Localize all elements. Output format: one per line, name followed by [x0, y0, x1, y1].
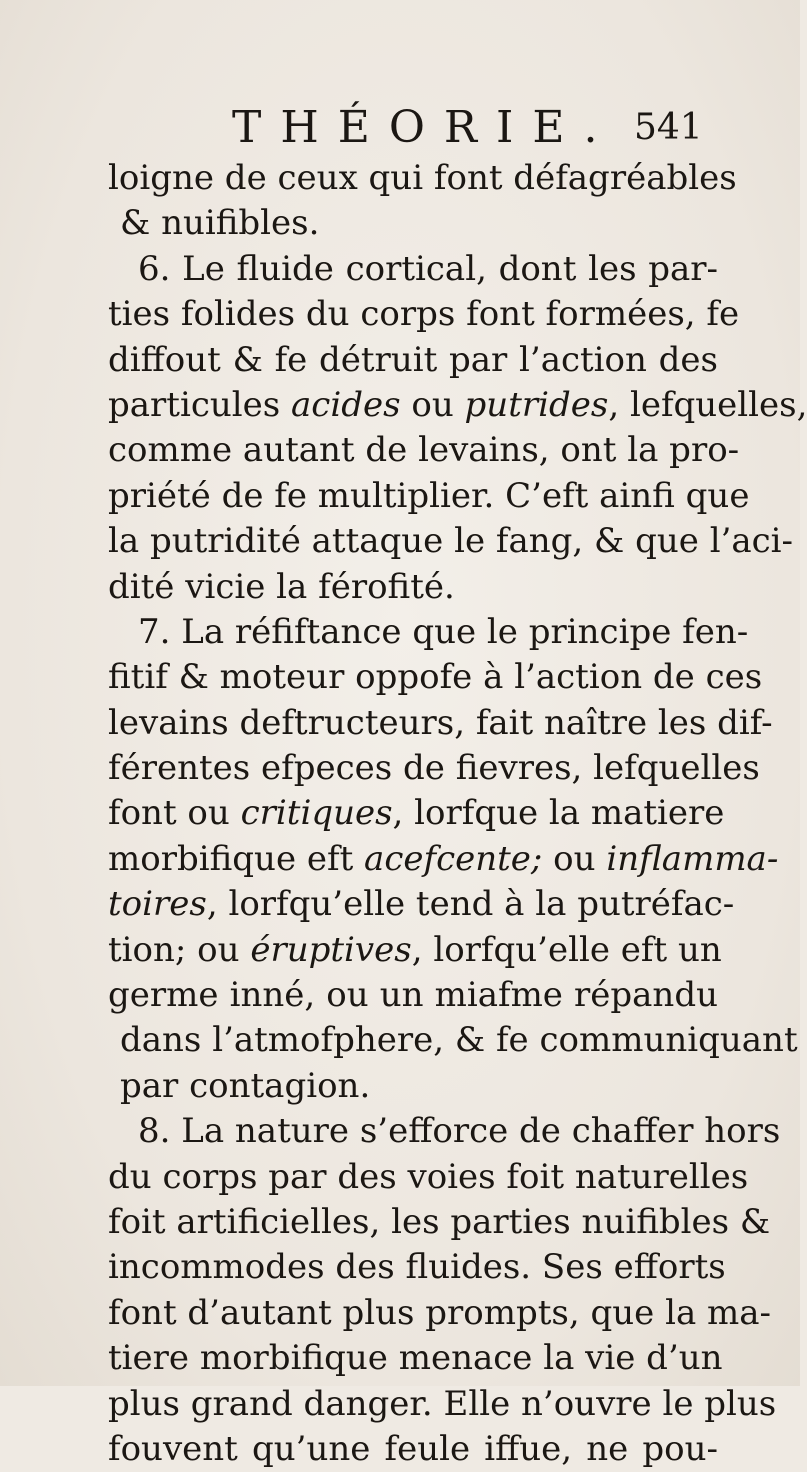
text-line [108, 973, 718, 1018]
text-line [108, 1200, 771, 1245]
text-line [108, 610, 749, 655]
text-line [108, 837, 779, 882]
page-header [0, 98, 800, 158]
italic-term: critiques [240, 793, 393, 834]
text-run: levains deftructeurs, fait naître les dif- [108, 702, 773, 743]
text-run: dité vicie la férofité. [108, 566, 455, 607]
text-run: , lorfqu’elle tend à la putréfac- [206, 884, 735, 925]
text-line [108, 519, 794, 564]
text-line [108, 383, 807, 428]
text-run: 8. La nature s’efforce de chaffer hors [138, 1111, 781, 1152]
text-run: tiere morbifique menace la vie d’un [108, 1338, 723, 1379]
text-line [108, 1064, 718, 1109]
text-run: diffout & fe détruit par l’action des [108, 339, 718, 380]
text-run: & nuifibles. [120, 203, 320, 244]
italic-term: toires [108, 884, 207, 925]
italic-term: acides [291, 384, 401, 425]
text-line [108, 1427, 718, 1472]
text-line [108, 1018, 798, 1063]
text-line [108, 292, 740, 337]
text-run: priété de fe multiplier. C’eft ainfi que [108, 475, 750, 516]
text-line [108, 247, 718, 292]
text-run: , lorfque la matiere [392, 793, 725, 834]
text-run: ties folides du corps font formées, fe [108, 294, 740, 335]
text-line [108, 701, 773, 746]
text-line [108, 565, 718, 610]
text-line [108, 928, 722, 973]
text-run: ou [542, 838, 607, 879]
text-run: font ou [108, 793, 241, 834]
text-line [108, 1336, 723, 1381]
text-run: du corps par des voies foit naturelles [108, 1156, 749, 1197]
italic-term: éruptives [250, 929, 412, 970]
text-line [108, 428, 740, 473]
text-run: fitif & moteur oppofe à l’action de ces [108, 657, 763, 698]
text-line [108, 1245, 726, 1290]
text-run: , lefquelles, [608, 384, 807, 425]
running-title: THÉORIE. [232, 102, 617, 153]
text-run: comme autant de levains, ont la pro- [108, 430, 740, 471]
text-run: morbifique eft [108, 838, 365, 879]
text-line [108, 1382, 777, 1427]
page-number: 541 [634, 107, 703, 148]
text-line [108, 1109, 781, 1154]
text-run: font d’autant plus prompts, que la ma- [108, 1292, 772, 1333]
text-run: plus grand danger. Elle n’ouvre le plus [108, 1383, 777, 1424]
text-line [108, 201, 718, 246]
body-text [108, 156, 807, 1472]
text-run: fouvent qu’une feule iffue, ne pou- [108, 1428, 718, 1469]
italic-term: inflamma- [606, 838, 779, 879]
text-line [108, 791, 725, 836]
text-line [108, 1291, 772, 1336]
text-line [108, 338, 718, 383]
text-run: la putridité attaque le fang, & que l’aci- [108, 521, 794, 562]
text-line [108, 156, 737, 201]
text-run: , lorfqu’elle eft un [411, 929, 722, 970]
text-run: dans l’atmofphere, & fe communiquant [120, 1020, 798, 1061]
italic-term: putrides [464, 384, 609, 425]
text-line [108, 1155, 749, 1200]
italic-term: acefcente; [364, 838, 543, 879]
text-run: germe inné, ou un miafme répandu [108, 975, 718, 1016]
text-run: 7. La réfiftance que le principe fen- [138, 611, 749, 652]
text-run: tion; ou [108, 929, 251, 970]
text-run: ou [400, 384, 465, 425]
text-line [108, 655, 763, 700]
text-run: 6. Le fluide cortical, dont les par- [138, 248, 718, 289]
text-run: incommodes des fluides. Ses efforts [108, 1247, 726, 1288]
text-run: férentes efpeces de fievres, lefquelles [108, 748, 760, 789]
text-line [108, 474, 750, 519]
text-run: particules [108, 384, 292, 425]
text-run: par contagion. [120, 1065, 371, 1106]
text-line [108, 882, 735, 927]
text-run: loigne de ceux qui font défagréables [108, 158, 737, 198]
text-run: foit artificielles, les parties nuifibles & [108, 1201, 771, 1242]
text-line [108, 746, 760, 791]
